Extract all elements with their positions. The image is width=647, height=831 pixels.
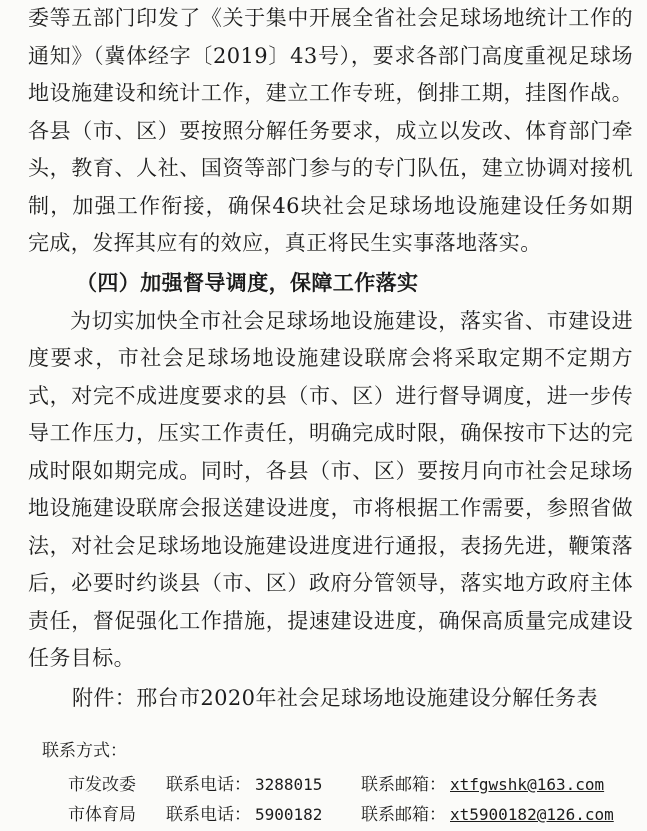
contact-row-tiyu [42, 800, 632, 830]
paragraph-supervision: 为切实加快全市社会足球场地设施建设，落实省、市建设进度要求，市社会足球场地设施建设联席会将采取定期不定期方式，对完不成进度要求的县（市、区）进行督导调度，进一步传导工作压力，压实工作责任，明确完成时限，确保按市下达的完成时限如期完成。同时，各县（市、区）要按月向市社会足球场地设施建设联席会报送建设进度，市将根据工作需要，参照省做法，对社会足球场地设施建设进度进行通报，表扬先进，鞭策落后，必要时约谈县（市、区）政府分管领导，落实地方政府主体责任，督促强化工作措施，提速建设进度，确保高质量完成建设任务目标。 [28, 308, 633, 670]
contact-row-fgw [42, 770, 632, 800]
contact-block [42, 738, 632, 830]
contact-phone-label: 联系电话： [166, 775, 251, 795]
attachment-line: 附件：邢台市2020年社会足球场地设施建设分解任务表 [72, 685, 598, 710]
contact-mail-label: 联系邮箱： [361, 805, 446, 825]
contact-org: 市体育局 [68, 805, 136, 825]
contact-email-link[interactable]: xt5900182@126.com [450, 805, 614, 824]
contact-phone: 3288015 [255, 775, 323, 794]
contact-phone-label: 联系电话： [166, 805, 251, 825]
contact-email-link[interactable]: xtfgwshk@163.com [450, 775, 605, 794]
section-heading-4: （四）加强督导调度，保障工作落实 [76, 270, 419, 295]
paragraph-continued: 委等五部门印发了《关于集中开展全省社会足球场地统计工作的通知》（冀体经字〔2019〕43号），要求各部门高度重视足球场地设施建设和统计工作，建立工作专班，倒排工期，挂图作战。各县（市、区）要按照分解任务要求，成立以发改、体育部门牵头，教育、人社、国资等部门参与的专门队伍，建立协调对接机制，加强工作衔接，确保46块社会足球场地设施建设任务如期完成，发挥其应有的效应，真正将民生实事落地落实。 [28, 6, 633, 255]
contact-phone: 5900182 [255, 805, 323, 824]
contact-mail-label: 联系邮箱： [361, 775, 446, 795]
contact-org: 市发改委 [68, 775, 136, 795]
contact-title: 联系方式： [42, 741, 127, 761]
